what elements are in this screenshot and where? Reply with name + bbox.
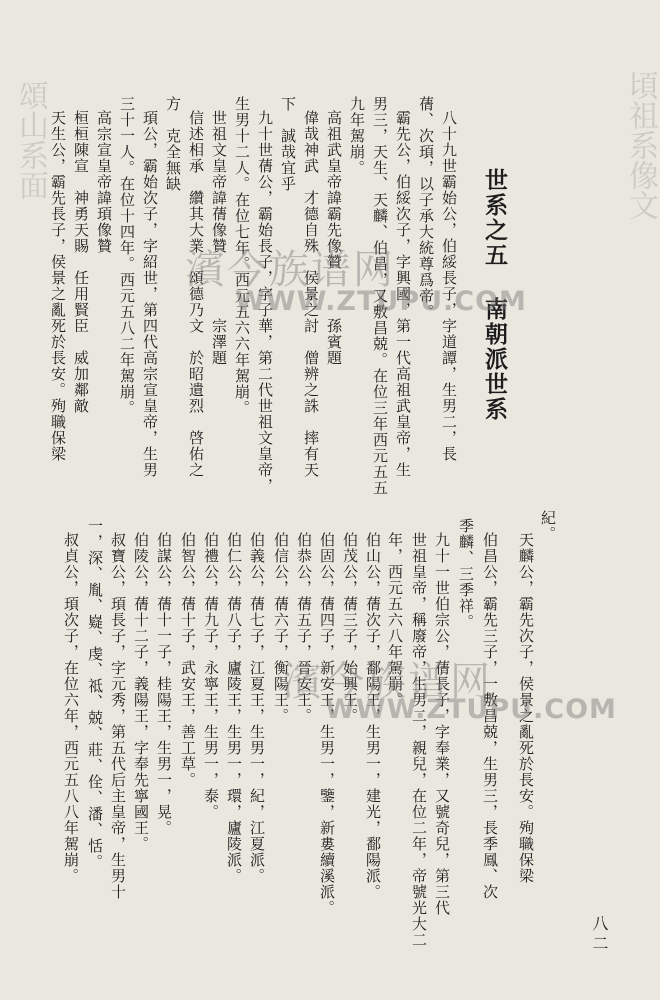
text-column: 年，西元五六八年駕崩。: [386, 532, 404, 708]
text-column: 伯山公，蒨次子，鄱陽王，生男一，建光，鄱陽派。: [364, 532, 382, 900]
text-column: 叔寶公，頊長子，字元秀，第五代后主皇帝，生男十: [109, 532, 127, 900]
text-column: 下 誠哉宜乎: [279, 96, 297, 192]
text-column: 紀。: [539, 510, 557, 542]
text-column: 桓桓陳宣 神勇天賜 任用賢臣 威加鄰敵: [72, 110, 90, 414]
text-column: 九十一世伯宗公，蒨長子，字奉業，又號奇兒，第三代: [433, 532, 451, 916]
watermark-url: WWW.ZTUPU.COM: [235, 286, 527, 317]
text-column: 霸先公，伯綏次子，字興國，第一代高祖武皇帝，生: [394, 110, 412, 478]
text-column: 九十世蒨公，霸始長子，字子華，第二代世祖文皇帝，: [256, 110, 274, 494]
text-column: 信述相承 纘其大業 頌德乃文 於昭遺烈 啓佑之: [187, 110, 205, 478]
text-column: 伯義公，蒨七子，江夏王，生男一，紀，江夏派。: [248, 532, 266, 884]
page-number: 八二: [590, 915, 609, 955]
text-column: 天麟公，霸先次子，侯景之亂死於長安。殉職保梁: [517, 532, 535, 884]
watermark-text: 濱今族谱网: [185, 247, 395, 293]
text-column: 伯陵公，蒨十二子，義陽王，字奉先寧國王。: [132, 532, 150, 852]
text-column: 一，深、胤、嶷、虔、祗、兢、莊、佺、潘、恬。: [86, 518, 104, 870]
text-column: 伯禮公，蒨九子，永寧王，生男一，泰。: [202, 532, 220, 820]
text-column: 伯智公，蒨十子，武安王，善工草。: [179, 532, 197, 788]
text-column: 伯信公，蒨六子，衡陽王。: [272, 532, 290, 724]
text-column: 伯謀公，蒨十一子，桂陽王，生男一，晃。: [155, 532, 173, 836]
bleed-through-text: 頌山系面: [13, 80, 48, 200]
text-column: 九年駕崩。: [348, 96, 366, 176]
watermark-url: WWW.ZTUPU.COM: [325, 694, 617, 725]
text-column: 方 克全無缺: [164, 96, 182, 192]
text-column: 伯仁公，蒨八子，廬陵王，生男一，環，廬陵派。: [225, 532, 243, 884]
text-column: 蒨、次頊，以子承大統尊爲帝。: [417, 96, 435, 320]
text-column: 伯固公，蒨四子，新安王，生男一，鑒，新婁續溪派。: [318, 532, 336, 916]
text-column: 高宗宣皇帝諱頊像贊: [95, 110, 113, 254]
text-column: 三十一人。在位十四年。西元五八二年駕崩。: [118, 96, 136, 416]
text-column: 伯昌公，霸先三子，一敷昌兢，生男三，長季鳳、次: [481, 532, 499, 900]
text-column: 季麟、三季祥。: [457, 518, 475, 630]
bleed-through-text: 頃祖系像文: [623, 70, 658, 220]
text-column: 高祖武皇帝諱霸先像贊 孫賓題: [325, 110, 343, 366]
text-column: 世祖文皇帝諱蒨像贊 宗澤題: [210, 110, 228, 366]
page-title: 世系之五 南朝派世系: [481, 168, 508, 422]
text-column: 偉哉神武 才德自殊 侯景之討 僧辨之誅 摔有天: [302, 110, 320, 478]
watermark-text: 濱今族谱网: [282, 659, 492, 705]
text-column: 八十九世霸始公，伯綏長子，字道譚，生男二，長: [440, 110, 458, 462]
text-column: 世祖皇帝，稱廢帝，生男二，親兒，在位二年，帝號光大二: [410, 532, 428, 948]
text-column: 男三，天生、天麟、伯昌，又敷昌兢。在位三年西元五五: [371, 96, 389, 496]
text-column: 頊公，霸始次子，字紹世，第四代高宗宣皇帝，生男: [141, 110, 159, 478]
text-column: 伯茂公，蒨三子，始興王。: [341, 532, 359, 724]
text-column: 生男十二人。在位七年。西元五六六年駕崩。: [233, 96, 251, 416]
text-column: 叔貞公，頊次子，在位六年，西元五八八年駕崩。: [62, 532, 80, 884]
text-column: 伯恭公，蒨五子，晉安王。: [295, 532, 313, 724]
text-column: 天生公，霸先長子，侯景之亂死於長安。殉職保梁: [49, 110, 67, 462]
